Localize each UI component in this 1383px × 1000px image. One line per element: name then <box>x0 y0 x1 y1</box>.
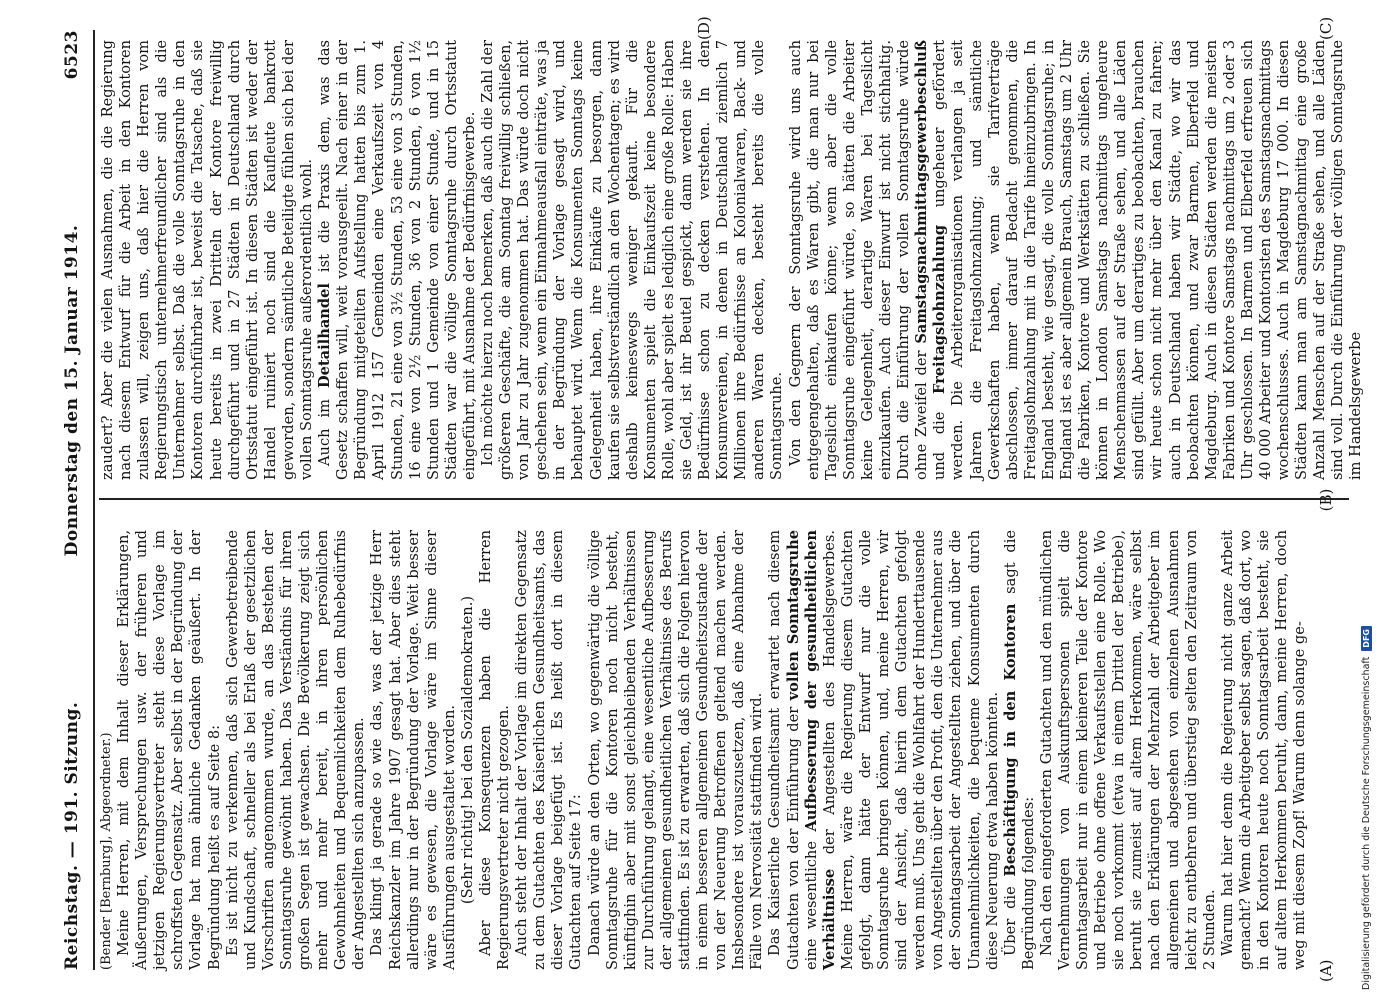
header-date: Donnerstag den 15. Januar 1914. <box>62 224 82 557</box>
text-run: Über die <box>1001 886 1019 956</box>
page-number: 6523 <box>62 30 82 80</box>
text-run: ungeheuer gefördert werden. Die Arbeiterorganisationen verlangen ja seit Jahren die Freitagslohnzahlung; und sämtliche Gewerkschaften haben, wenn sie Tarifverträge abschlossen, immer darauf Bedacht genommen, die Freitagslohnzahlung mit in die Tarife hineinzubringen. In England besteht, wie gesagt, die volle Sonntagsruhe; in England ist es aber allgemein Brauch, Samstags um 2 Uhr die Fabriken, Kontore und Werkstätten zu schließen. Sie können in London Samstags nachmittags ungeheure Menschenmassen auf der Straße sehen, und alle Läden sind gefüllt. Aber um derartiges zu beobachten, brauchen wir heute schon nicht mehr über den Kanal zu fahren; auch in Deutschland haben wir Städte, wo wir das beobachten können, und zwar Barmen, Elberfeld und Magdeburg. Auch in diesen Städten werden die meisten Fabriken und Kontore Samstags nachmittags um 2 oder 3 Uhr geschlossen. In Barmen und Elberfeld erfreuen sich 40 000 Arbeiter und Kontoristen des Samstagsnachmittags wochenschlusses. Auch in Magdeburg 17 000. In diesen Städten kann man am Samstagnachmittag eine große Anzahl Menschen auf der Straße sehen, und alle Läden sind voll. Durch die Einführung der völligen Sonntagsruhe im Handelsgewerbe <box>931 40 1365 480</box>
bold-phrase: Freitagslohnzahlung <box>931 224 949 395</box>
dfg-logo: DFG <box>1361 626 1372 651</box>
text-run: der Angestellten des Handelsgewerbes. Meine Herren, wäre die Regierung diesem Gutachten gefolgt, dann hätte der Entwurf nur die volle Sonntagsruhe bringen können, und, meine Herren, wir sind der Ansicht, daß hierin dem Gutachten gefolgt werden muß. Uns geht die Wohlfahrt der Hunderttausende von Angestellten über den Profit, den die Unternehmer aus der Sonntagsarbeit der Angestellten ziehen, und über die Unannehmlichkeiten, die bequeme Konsumenten durch diese Neuerung etwa haben könnten. <box>820 530 1001 970</box>
margin-letter-a: (A) <box>1317 959 1335 982</box>
bold-phrase: Beschäftigung in den Kontoren <box>1001 603 1019 877</box>
right-column <box>99 39 1365 480</box>
left-column <box>99 530 1359 970</box>
text-run: Auch im <box>316 399 334 466</box>
interjection: (Sehr richtig! bei den Sozialdemokraten.) <box>458 595 476 905</box>
column-separator <box>99 498 1349 500</box>
quote-paragraph: Nach den eingeforderten Gutachten und den mündlichen Vernehmungen von Auskunftspersonen spielt die Sonntagsarbeit nur in einem kleineren Teile der Kontore und Betriebe ohne offene Verkaufsstellen eine Rolle. Wo sie noch vorkommt (etwa in einem Drittel der Betriebe), beruht sie zumeist auf altem Herkommen, wäre selbst nach den Erklärungen der Mehrzahl der Arbeitgeber im allgemeinen und abgesehen von einzelnen Ausnahmen leicht zu entbehren und überstieg selten den Zeitraum von 2 Stunden. <box>1037 530 1218 970</box>
bold-phrase: Aufbesserung der gesundheitlichen Verhältnisse <box>802 530 838 970</box>
paragraph: Aber diese Konsequenzen haben die Herren Regierungsvertreter nicht gezogen. <box>476 530 513 970</box>
margin-letter-c: (C) <box>1317 16 1335 40</box>
text-run: sagt die Begründung folgendes: <box>1001 529 1037 970</box>
paragraph: Meine Herren, mit dem Inhalt dieser Erklärungen, Äußerungen, Versprechungen usw. der früheren und jetzigen Regierungsvertreter steht diese Vorlage im schroffsten Gegensatz. Aber selbst in der Begründung der Vorlage hat man ähnliche Gedanken geäußert. In der Begründung heißt es auf Seite 8: <box>115 530 223 970</box>
credit-text: Digitalisierung gefördert durch die Deutsche Forschungsgemeinschaft <box>1360 656 1372 990</box>
header-left-title: Reichstag. — 191. Sitzung. <box>62 701 82 970</box>
text-run: Das Kaiserliche Gesundheitsamt erwartet nach diesem Gutachten von der Einführung der <box>766 530 802 970</box>
margin-letter-b: (B) <box>1317 488 1335 512</box>
paragraph <box>316 40 479 480</box>
newspaper-page <box>55 16 1375 982</box>
paragraph: Ich möchte hierzu noch bemerken, daß auch die Zahl der größeren Geschäfte, die am Sonntag freiwillig schließen, von Jahr zu Jahr zugenommen hat. Das würde doch nicht geschehen sein, wenn ein Einnahmeausfall einträte, was ja in der Begründung der Vorlage gesagt wird, und behauptet wird. Wenn die Konsumenten Sonntags keine Gelegenheit haben, ihre Einkäufe zu besorgen, dann kaufen sie selbstverständlich an den Wochentagen; es wird deshalb keineswegs weniger gekauft. Für die Konsumenten spielt die Einkaufszeit keine besondere Rolle, wohl aber spielt es lediglich eine große Rolle: Haben sie Geld, ist ihr Beutel gespickt, dann werden sie ihre Bedürfnisse schon zu decken verstehen. In den Konsumvereinen, in denen in Deutschland ziemlich 7 Millionen ihre Bedürfnisse an Kolonialwaren, Back- und anderen Waren decken, besteht bereits die volle Sonntagsruhe. <box>478 40 786 480</box>
speaker-line: (Bender [Bernburg], Abgeordneter.) <box>99 732 114 970</box>
paragraph: Warum hat hier denn die Regierung nicht ganze Arbeit gemacht? Wenn die Arbeitgeber selbst sagen, daß dort, wo in den Kontoren heute noch Sonntagsarbeit besteht, sie auf altem Herkommen beruht, dann, meine Herren, doch weg mit diesem Zopf! Warum denn solange ge- <box>1218 530 1309 970</box>
bold-phrase: Detailhandel <box>316 283 334 389</box>
paragraph <box>1002 530 1038 970</box>
quote-paragraph: Es ist nicht zu verkennen, daß sich Gewerbetreibende und Kundschaft, schneller als bei Erlaß der gesetzlichen Vorschriften angenommen wurde, an das Bestehen der Sonntagsruhe gewöhnt haben. Das Verständnis für ihren großen Segen ist gewachsen. Die Bevölkerung zeigt sich mehr und mehr bereit, in ihren persönlichen Gewohnheiten und Bequemlichkeiten dem Ruhebedürfnis der Angestellten sich anzupassen. <box>223 530 368 970</box>
text-run: Von den Gegnern der Sonntagsruhe wird uns auch entgegengehalten, daß es Waren gibt, die man nur bei Tageslicht einkaufen könne; wenn aber die volle Sonntagsruhe eingeführt würde, so hätten die Arbeiter keine Gelegenheit, derartige Waren bei Tageslicht einzukaufen. Auch dieser Einwurf ist nicht stichhaltig. Durch die Einführung der vollen Sonntagsruhe würde ohne Zweifel der <box>786 40 931 480</box>
text-run: eine wesentliche <box>802 841 820 970</box>
text-run: ist die Praxis dem, was das Gesetz schaffen will, weit vorausgeeilt. Nach einer in der Begründung mitgeteilten Aufstellung hatten bis zum 1. April 1912 157 Gemeinden eine Verkaufszeit von 4 Stunden, 21 eine von 3½ Stunden, 53 eine von 3 Stunden, 16 eine von 2½ Stunden, 36 von 2 Stunden, 6 von 1½ Stunden und 1 Gemeinde von einer Stunde, und in 15 Städten war die völlige Sonntagsruhe durch Ortsstatut eingeführt, mit Ausnahme der Bedürfnisgewerbe. <box>316 39 478 480</box>
quote-paragraph: Danach würde an den Orten, wo gegenwärtig die völlige Sonntagsruhe für die Kontoren noch nicht besteht, künftighin aber mit sonst gleichbleibenden Verhältnissen zur Durchführung gelangt, eine wesentliche Aufbesserung der allgemeinen gesundheitlichen Verhältnisse des Berufs stattfinden. Es ist zu erwarten, daß sich die Folgen hiervon in einem besseren allgemeinen Gesundheitszustande der von der Neuerung Betroffenen geltend machen werden. Insbesondere ist vorauszusetzen, daß eine Abnahme der Fälle von Nervosität stattfinden wird. <box>585 530 766 970</box>
bold-phrase: Samstagsnachmittagsgewerbeschluß <box>913 40 931 344</box>
paragraph: Das klingt ja gerade so wie das, was der jetzige Herr Reichskanzler im Jahre 1907 gesagt hat. Aber dies steht allerdings nur in der Begründung der Vorlage. Weit besser wäre es gewesen, die Vorlage wäre im Sinne dieser Ausführungen ausgestaltet worden. <box>368 530 458 970</box>
margin-letter-d: (D) <box>695 16 713 40</box>
digitization-credit <box>1358 10 1374 990</box>
text-run: und die <box>931 411 949 480</box>
paragraph <box>787 40 1366 480</box>
paragraph: Auch steht der Inhalt der Vorlage im direkten Gegensatz zu dem Gutachten des Kaiserlichen Gesundheitsamts, das dieser Vorlage beigefügt ist. Es heißt dort in diesem Gutachten auf Seite 17: <box>513 530 585 970</box>
page-header <box>55 30 89 970</box>
paragraph: zaudert? Aber die vielen Ausnahmen, die die Regierung nach diesem Entwurf für die Arbeit in den Kontoren zulassen will, zeigen uns, daß hier die Herren vom Regierungstisch unternehmerfreundlicher sind als die Unternehmer selbst. Daß die volle Sonntagsruhe in den Kontoren durchführbar ist, beweist die Tatsache, daß sie heute bereits in zwei Dritteln der Kontore freiwillig durchgeführt und in 27 Städten in Deutschland durch Ortsstatut eingeführt ist. In diesen Städten ist weder der Handel ruiniert noch sind die Kaufleute bankrott geworden, sondern sämtliche Beteiligte fühlen sich bei der vollen Sonntagsruhe außerordentlich wohl. <box>99 40 316 480</box>
bold-phrase: vollen Sonntagsruhe <box>784 530 802 701</box>
paragraph <box>766 530 1001 970</box>
header-rule <box>93 30 95 970</box>
